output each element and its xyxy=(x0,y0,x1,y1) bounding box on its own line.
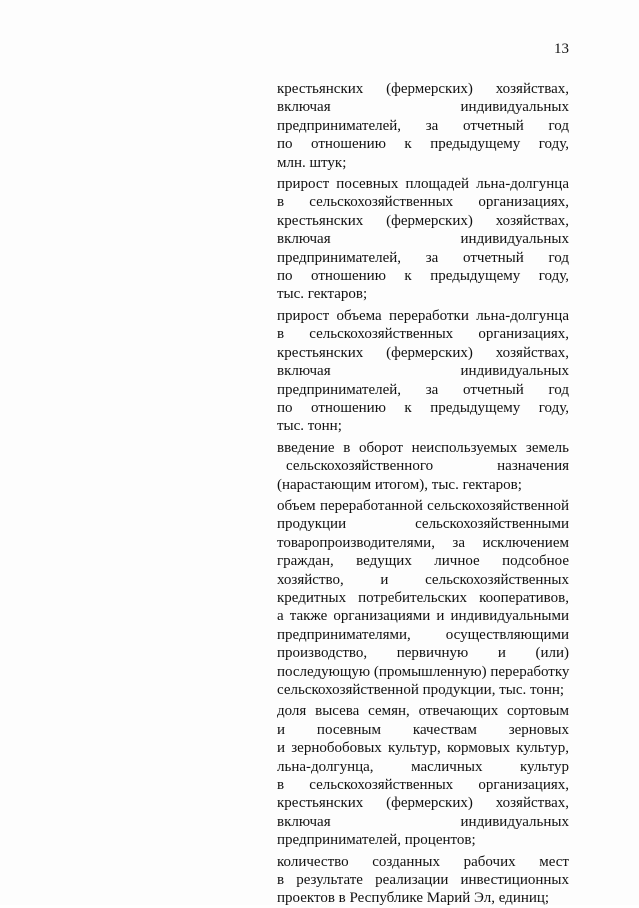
text-line: в сельскохозяйственных организациях, xyxy=(277,326,569,343)
text-line: кредитных потребительских кооперативов, xyxy=(277,589,569,606)
text-line: сельскохозяйственного назначения xyxy=(286,458,569,475)
text-line: крестьянских (фермерских) хозяйствах, xyxy=(277,81,569,97)
paragraph xyxy=(277,80,569,172)
text-line: по отношению к предыдущему году, xyxy=(277,399,569,416)
text-line: граждан, ведущих личное подсобное xyxy=(277,553,569,570)
text-line: и посевным качествам зерновых xyxy=(277,721,569,738)
text-line: предпринимателей, за отчетный год xyxy=(277,117,569,134)
text-line: включая индивидуальных xyxy=(277,363,569,380)
paragraph xyxy=(277,702,569,849)
text-line: в сельскохозяйственных организациях, xyxy=(277,194,569,211)
text-line: количество созданных рабочих мест xyxy=(277,853,569,870)
text-line: по отношению к предыдущему году, xyxy=(277,136,569,153)
text-line: крестьянских (фермерских) хозяйствах, xyxy=(277,795,569,812)
text-line: в сельскохозяйственных организациях, xyxy=(277,777,569,794)
text-line: товаропроизводителями, за исключением xyxy=(277,534,569,551)
text-line: включая индивидуальных xyxy=(277,99,569,116)
text-line: продукции сельскохозяйственными xyxy=(277,516,569,533)
paragraph xyxy=(277,175,569,304)
text-line: предпринимателей, за отчетный год xyxy=(277,249,569,266)
paragraph xyxy=(277,307,569,436)
paragraph xyxy=(277,853,569,908)
text-line: крестьянских (фермерских) хозяйствах, xyxy=(277,344,569,361)
page-number: 13 xyxy=(554,41,569,57)
text-line: производство, первичную и (или) xyxy=(277,645,569,662)
text-line: тыс. тонн; xyxy=(277,418,342,435)
document-body xyxy=(277,80,569,908)
text-line: предпринимателей, за отчетный год xyxy=(277,381,569,398)
text-line: тыс. гектаров; xyxy=(277,286,368,303)
text-line: сельскохозяйственной продукции, тыс. тонн; xyxy=(277,682,565,698)
text-line: объем переработанной сельскохозяйственной xyxy=(277,497,569,514)
text-line: доля высева семян, отвечающих сортовым xyxy=(277,703,569,720)
text-line: проектов в Республике Марий Эл, единиц; xyxy=(277,890,550,907)
paragraph xyxy=(277,439,569,494)
text-line: по отношению к предыдущему году, xyxy=(277,268,569,285)
paragraph xyxy=(277,497,569,699)
text-line: в результате реализации инвестиционных xyxy=(277,872,569,889)
text-line: включая индивидуальных xyxy=(277,231,569,248)
text-line: млн. штук; xyxy=(277,154,347,171)
text-line: предпринимателей, процентов; xyxy=(277,832,476,849)
text-line: льна-долгунца, масличных культур xyxy=(277,758,569,775)
text-line: введение в оборот неиспользуемых земель xyxy=(277,439,569,456)
text-line: и зернобобовых культур, кормовых культур, xyxy=(277,740,569,757)
text-line: предпринимателями, осуществляющими xyxy=(277,626,569,643)
text-line: включая индивидуальных xyxy=(277,813,569,830)
text-line: последующую (промышленную) переработку xyxy=(277,663,570,680)
text-line: а также организациями и индивидуальными xyxy=(277,608,569,625)
text-line: прирост объема переработки льна-долгунца xyxy=(277,307,569,324)
text-line: прирост посевных площадей льна-долгунца xyxy=(277,176,569,193)
text-line: (нарастающим итогом), тыс. гектаров; xyxy=(277,476,522,493)
text-line: хозяйство, и сельскохозяйственных xyxy=(277,571,569,588)
text-line: крестьянских (фермерских) хозяйствах, xyxy=(277,212,569,229)
